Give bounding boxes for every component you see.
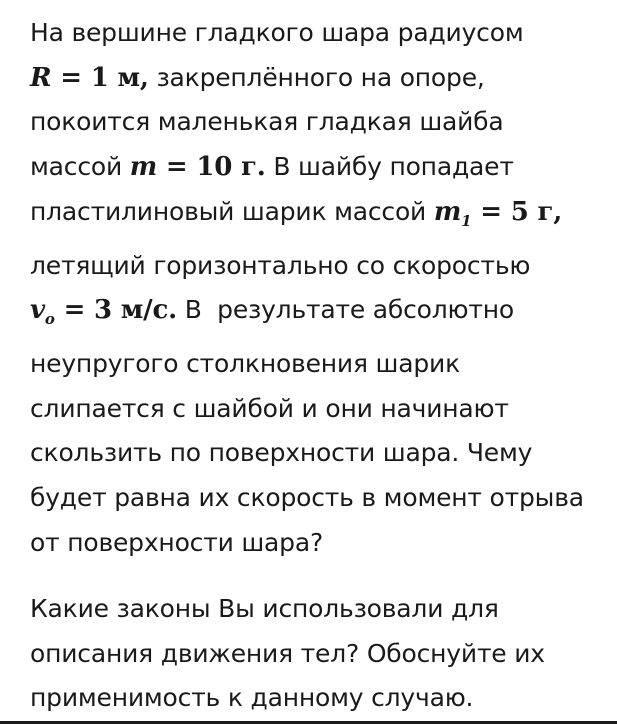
problem-statement [30, 11, 605, 565]
question-line: описания движения тел? Обоснуйте их [30, 638, 545, 668]
problem-text: массой [30, 152, 130, 182]
problem-line: скользить по поверхности шара. Чему [30, 438, 533, 468]
problem-line-velocity [30, 288, 605, 342]
puck-mass-variable: m [129, 152, 158, 183]
ball-mass-variable: m [433, 196, 462, 227]
radius-variable: R [30, 62, 52, 93]
problem-line: будет равна их скорость в момент отрыва [30, 483, 584, 513]
equals-sign: = [157, 152, 197, 183]
ball-mass-subscript: 1 [461, 211, 472, 230]
velocity-subscript: o [44, 310, 55, 329]
problem-text: В шайбу попадает [265, 152, 514, 182]
problem-line-puck-mass [30, 145, 605, 190]
problem-line: летящий горизонтально со скоростью [30, 250, 531, 280]
problem-line-radius [30, 56, 605, 101]
problem-text: закреплённого на опоре, [148, 62, 485, 92]
problem-line: от поверхности шара? [30, 527, 324, 557]
problem-text: В результате абсолютно [176, 295, 514, 325]
problem-text: пластилиновый шарик массой [30, 196, 434, 226]
ball-mass-value: 5 г, [510, 196, 563, 227]
equals-sign: = [51, 62, 91, 93]
velocity-variable: v [30, 295, 45, 326]
equals-sign: = [471, 196, 511, 227]
problem-line: покоится маленькая гладкая шайба [30, 107, 504, 137]
question-line: Какие законы Вы использовали для [30, 594, 499, 623]
velocity-value: 3 м/с. [94, 295, 177, 326]
problem-line-ball-mass [30, 190, 605, 244]
problem-line: На вершине гладкого шара радиусом [30, 18, 524, 47]
problem-line: неупругого столкновения шарик [30, 348, 460, 378]
problem-line: слипается с шайбой и они начинают [30, 393, 509, 423]
question-line: применимость к данному случаю. [30, 683, 474, 713]
puck-mass-value: 10 г. [196, 152, 266, 183]
equals-sign: = [54, 295, 95, 326]
follow-up-question [30, 587, 605, 721]
radius-value: 1 м, [90, 62, 149, 93]
